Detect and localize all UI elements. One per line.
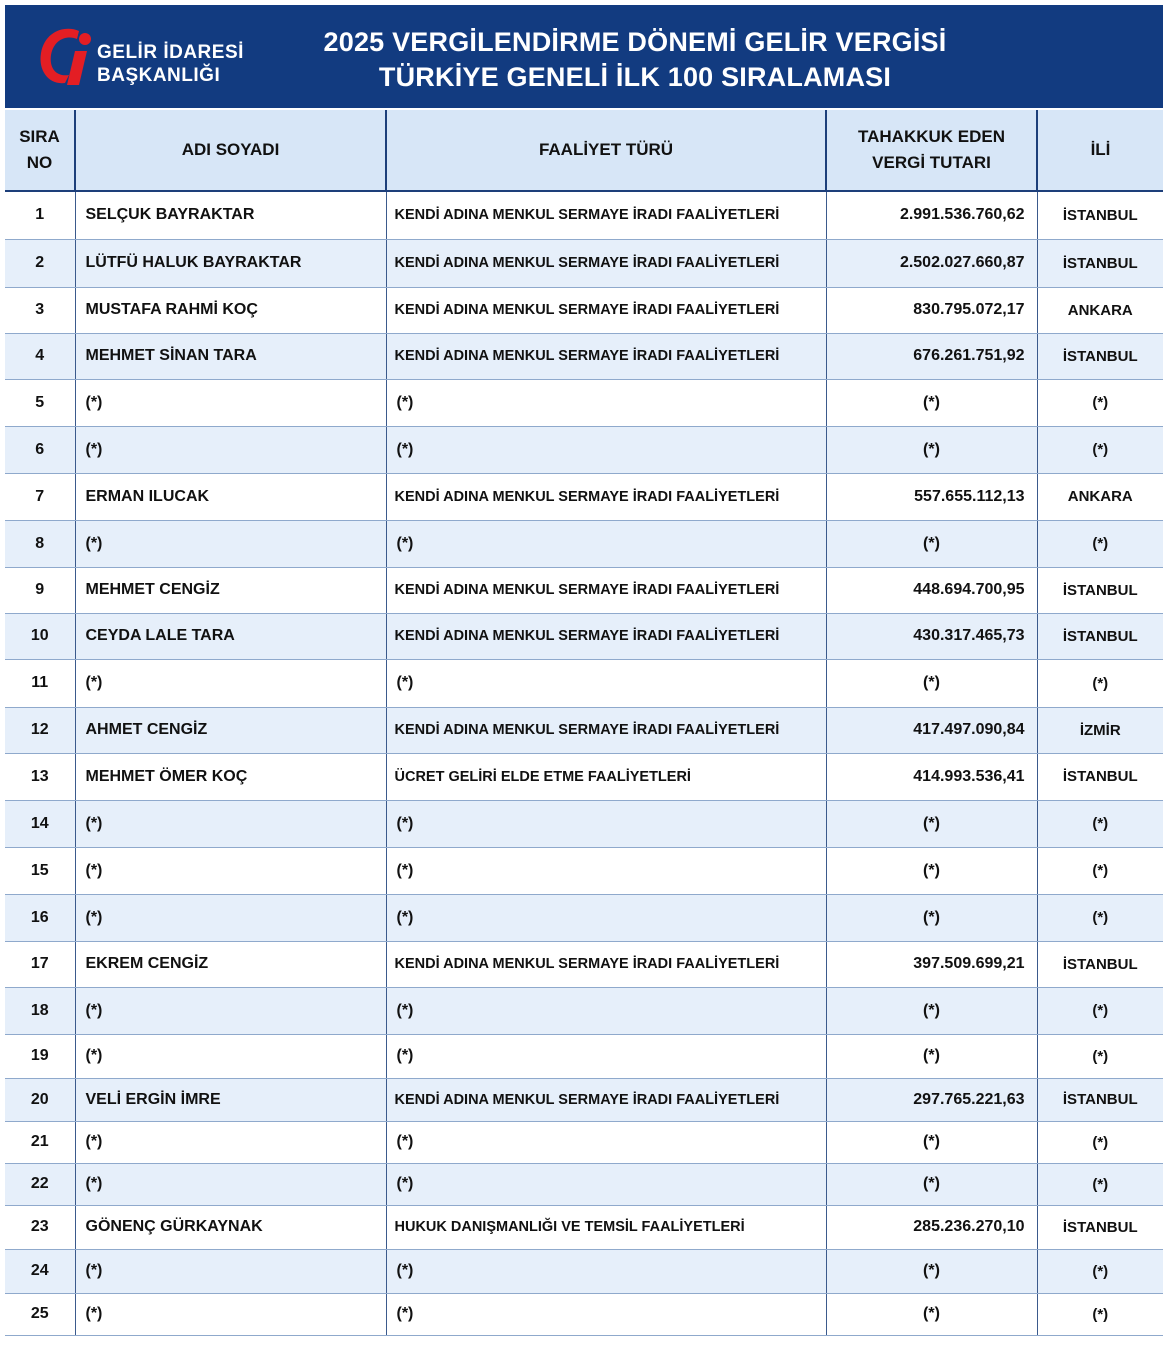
cell-vergi-tutari: 557.655.112,13 (826, 473, 1037, 520)
cell-faaliyet-turu: (*) (386, 800, 826, 847)
cell-faaliyet-turu: (*) (386, 1249, 826, 1293)
cell-ili: (*) (1037, 1121, 1163, 1163)
cell-ili: İSTANBUL (1037, 753, 1163, 800)
cell-ili: İSTANBUL (1037, 1078, 1163, 1121)
cell-adi-soyadi: (*) (75, 1293, 386, 1335)
table-row (5, 239, 1163, 287)
col-header-faaliyet: FAALİYET TÜRÜ (386, 110, 826, 191)
cell-vergi-tutari: (*) (826, 426, 1037, 473)
cell-faaliyet-turu: (*) (386, 520, 826, 567)
cell-adi-soyadi: (*) (75, 1163, 386, 1205)
cell-ili: (*) (1037, 1034, 1163, 1078)
cell-vergi-tutari: (*) (826, 1034, 1037, 1078)
table-row (5, 191, 1163, 239)
cell-sira-no: 21 (5, 1121, 75, 1163)
cell-ili: (*) (1037, 987, 1163, 1034)
cell-faaliyet-turu: (*) (386, 1121, 826, 1163)
cell-vergi-tutari: 676.261.751,92 (826, 333, 1037, 379)
col-header-tutar-line2: VERGİ TUTARI (872, 153, 991, 172)
table-row (5, 520, 1163, 567)
cell-ili: ANKARA (1037, 287, 1163, 333)
cell-ili: (*) (1037, 800, 1163, 847)
col-header-sira-line2: NO (26, 153, 53, 172)
cell-vergi-tutari: 417.497.090,84 (826, 707, 1037, 753)
cell-ili: ANKARA (1037, 473, 1163, 520)
table-row (5, 1163, 1163, 1205)
title-line2: TÜRKİYE GENELİ İLK 100 SIRALAMASI (378, 62, 892, 92)
cell-sira-no: 18 (5, 987, 75, 1034)
cell-sira-no: 2 (5, 239, 75, 287)
cell-faaliyet-turu: KENDİ ADINA MENKUL SERMAYE İRADI FAALİYETLERİ (386, 707, 826, 753)
org-name-line1: GELİR İDARESİ (97, 42, 244, 63)
cell-sira-no: 14 (5, 800, 75, 847)
cell-faaliyet-turu: KENDİ ADINA MENKUL SERMAYE İRADI FAALİYETLERİ (386, 1078, 826, 1121)
table-row (5, 613, 1163, 659)
ranking-table (5, 110, 1163, 1336)
cell-adi-soyadi: (*) (75, 659, 386, 707)
cell-faaliyet-turu: KENDİ ADINA MENKUL SERMAYE İRADI FAALİYETLERİ (386, 613, 826, 659)
table-row (5, 1121, 1163, 1163)
cell-sira-no: 1 (5, 191, 75, 239)
table-row (5, 567, 1163, 613)
table-row (5, 287, 1163, 333)
cell-faaliyet-turu: KENDİ ADINA MENKUL SERMAYE İRADI FAALİYETLERİ (386, 191, 826, 239)
table-row (5, 333, 1163, 379)
cell-ili: (*) (1037, 426, 1163, 473)
table-row (5, 1034, 1163, 1078)
cell-ili: İSTANBUL (1037, 191, 1163, 239)
cell-ili: İSTANBUL (1037, 333, 1163, 379)
cell-faaliyet-turu: HUKUK DANIŞMANLIĞI VE TEMSİL FAALİYETLERİ (386, 1205, 826, 1249)
cell-vergi-tutari: (*) (826, 1293, 1037, 1335)
cell-faaliyet-turu: KENDİ ADINA MENKUL SERMAYE İRADI FAALİYETLERİ (386, 333, 826, 379)
cell-adi-soyadi: (*) (75, 894, 386, 941)
table-row (5, 1078, 1163, 1121)
cell-adi-soyadi: (*) (75, 1121, 386, 1163)
cell-faaliyet-turu: KENDİ ADINA MENKUL SERMAYE İRADI FAALİYETLERİ (386, 473, 826, 520)
table-row (5, 1205, 1163, 1249)
gelir-idaresi-logo-icon (35, 21, 95, 91)
cell-sira-no: 17 (5, 941, 75, 987)
cell-faaliyet-turu: (*) (386, 379, 826, 426)
org-name (97, 41, 244, 87)
cell-vergi-tutari: 2.991.536.760,62 (826, 191, 1037, 239)
cell-adi-soyadi: VELİ ERGİN İMRE (75, 1078, 386, 1121)
cell-ili: (*) (1037, 1293, 1163, 1335)
cell-ili: (*) (1037, 520, 1163, 567)
table-row (5, 894, 1163, 941)
cell-faaliyet-turu: (*) (386, 894, 826, 941)
cell-vergi-tutari: (*) (826, 894, 1037, 941)
cell-ili: (*) (1037, 1163, 1163, 1205)
cell-sira-no: 15 (5, 847, 75, 894)
cell-ili: İSTANBUL (1037, 613, 1163, 659)
cell-ili: (*) (1037, 1249, 1163, 1293)
cell-ili: (*) (1037, 847, 1163, 894)
col-header-sira (5, 110, 75, 191)
cell-faaliyet-turu: KENDİ ADINA MENKUL SERMAYE İRADI FAALİYETLERİ (386, 941, 826, 987)
cell-adi-soyadi: GÖNENÇ GÜRKAYNAK (75, 1205, 386, 1249)
cell-vergi-tutari: (*) (826, 659, 1037, 707)
cell-vergi-tutari: (*) (826, 379, 1037, 426)
col-header-sira-line1: SIRA (19, 127, 60, 146)
cell-vergi-tutari: 430.317.465,73 (826, 613, 1037, 659)
cell-sira-no: 16 (5, 894, 75, 941)
cell-sira-no: 5 (5, 379, 75, 426)
cell-faaliyet-turu: (*) (386, 426, 826, 473)
cell-adi-soyadi: (*) (75, 847, 386, 894)
cell-faaliyet-turu: KENDİ ADINA MENKUL SERMAYE İRADI FAALİYETLERİ (386, 287, 826, 333)
cell-vergi-tutari: (*) (826, 847, 1037, 894)
table-row (5, 800, 1163, 847)
col-header-tutar (826, 110, 1037, 191)
cell-sira-no: 13 (5, 753, 75, 800)
cell-vergi-tutari: 414.993.536,41 (826, 753, 1037, 800)
table-row (5, 1249, 1163, 1293)
table-header-row (5, 110, 1163, 191)
cell-adi-soyadi: (*) (75, 987, 386, 1034)
cell-sira-no: 3 (5, 287, 75, 333)
table-row (5, 707, 1163, 753)
header-banner (5, 5, 1163, 108)
cell-ili: İSTANBUL (1037, 941, 1163, 987)
cell-adi-soyadi: (*) (75, 379, 386, 426)
cell-ili: İSTANBUL (1037, 1205, 1163, 1249)
table-row (5, 753, 1163, 800)
cell-sira-no: 7 (5, 473, 75, 520)
cell-faaliyet-turu: (*) (386, 847, 826, 894)
cell-vergi-tutari: (*) (826, 1249, 1037, 1293)
cell-adi-soyadi: LÜTFÜ HALUK BAYRAKTAR (75, 239, 386, 287)
cell-sira-no: 20 (5, 1078, 75, 1121)
cell-vergi-tutari: (*) (826, 1121, 1037, 1163)
cell-ili: (*) (1037, 379, 1163, 426)
cell-adi-soyadi: CEYDA LALE TARA (75, 613, 386, 659)
cell-faaliyet-turu: (*) (386, 1034, 826, 1078)
cell-faaliyet-turu: (*) (386, 1293, 826, 1335)
cell-adi-soyadi: (*) (75, 426, 386, 473)
cell-sira-no: 24 (5, 1249, 75, 1293)
cell-vergi-tutari: 2.502.027.660,87 (826, 239, 1037, 287)
cell-sira-no: 8 (5, 520, 75, 567)
cell-vergi-tutari: (*) (826, 987, 1037, 1034)
cell-adi-soyadi: MEHMET SİNAN TARA (75, 333, 386, 379)
cell-faaliyet-turu: (*) (386, 659, 826, 707)
cell-adi-soyadi: (*) (75, 1034, 386, 1078)
col-header-tutar-line1: TAHAKKUK EDEN (857, 127, 1005, 146)
cell-faaliyet-turu: (*) (386, 987, 826, 1034)
cell-adi-soyadi: MEHMET CENGİZ (75, 567, 386, 613)
table-row (5, 1293, 1163, 1335)
cell-vergi-tutari: 297.765.221,63 (826, 1078, 1037, 1121)
cell-vergi-tutari: 397.509.699,21 (826, 941, 1037, 987)
cell-adi-soyadi: MUSTAFA RAHMİ KOÇ (75, 287, 386, 333)
cell-faaliyet-turu: (*) (386, 1163, 826, 1205)
table-row (5, 941, 1163, 987)
table-row (5, 473, 1163, 520)
cell-sira-no: 25 (5, 1293, 75, 1335)
cell-adi-soyadi: (*) (75, 1249, 386, 1293)
cell-sira-no: 9 (5, 567, 75, 613)
cell-vergi-tutari: 285.236.270,10 (826, 1205, 1037, 1249)
table-row (5, 987, 1163, 1034)
cell-adi-soyadi: ERMAN ILUCAK (75, 473, 386, 520)
cell-adi-soyadi: MEHMET ÖMER KOÇ (75, 753, 386, 800)
cell-sira-no: 10 (5, 613, 75, 659)
cell-ili: İSTANBUL (1037, 239, 1163, 287)
cell-sira-no: 22 (5, 1163, 75, 1205)
org-name-line2: BAŞKANLIĞI (97, 65, 221, 86)
cell-vergi-tutari: (*) (826, 800, 1037, 847)
cell-ili: İZMİR (1037, 707, 1163, 753)
cell-ili: İSTANBUL (1037, 567, 1163, 613)
table-row (5, 426, 1163, 473)
cell-adi-soyadi: AHMET CENGİZ (75, 707, 386, 753)
cell-ili: (*) (1037, 659, 1163, 707)
cell-sira-no: 19 (5, 1034, 75, 1078)
table-row (5, 847, 1163, 894)
cell-vergi-tutari: (*) (826, 520, 1037, 567)
col-header-adi: ADI SOYADI (75, 110, 386, 191)
cell-sira-no: 12 (5, 707, 75, 753)
col-header-il: İLİ (1037, 110, 1163, 191)
table-row (5, 379, 1163, 426)
cell-adi-soyadi: EKREM CENGİZ (75, 941, 386, 987)
cell-faaliyet-turu: ÜCRET GELİRİ ELDE ETME FAALİYETLERİ (386, 753, 826, 800)
cell-faaliyet-turu: KENDİ ADINA MENKUL SERMAYE İRADI FAALİYETLERİ (386, 239, 826, 287)
cell-adi-soyadi: (*) (75, 800, 386, 847)
cell-sira-no: 11 (5, 659, 75, 707)
cell-vergi-tutari: 830.795.072,17 (826, 287, 1037, 333)
cell-sira-no: 4 (5, 333, 75, 379)
table-body (5, 191, 1163, 1335)
cell-ili: (*) (1037, 894, 1163, 941)
title-line1: 2025 VERGİLENDİRME DÖNEMİ GELİR VERGİSİ (323, 27, 947, 57)
cell-adi-soyadi: (*) (75, 520, 386, 567)
cell-adi-soyadi: SELÇUK BAYRAKTAR (75, 191, 386, 239)
cell-sira-no: 23 (5, 1205, 75, 1249)
table-row (5, 659, 1163, 707)
page-title (235, 25, 1035, 95)
cell-faaliyet-turu: KENDİ ADINA MENKUL SERMAYE İRADI FAALİYETLERİ (386, 567, 826, 613)
cell-vergi-tutari: (*) (826, 1163, 1037, 1205)
cell-vergi-tutari: 448.694.700,95 (826, 567, 1037, 613)
cell-sira-no: 6 (5, 426, 75, 473)
